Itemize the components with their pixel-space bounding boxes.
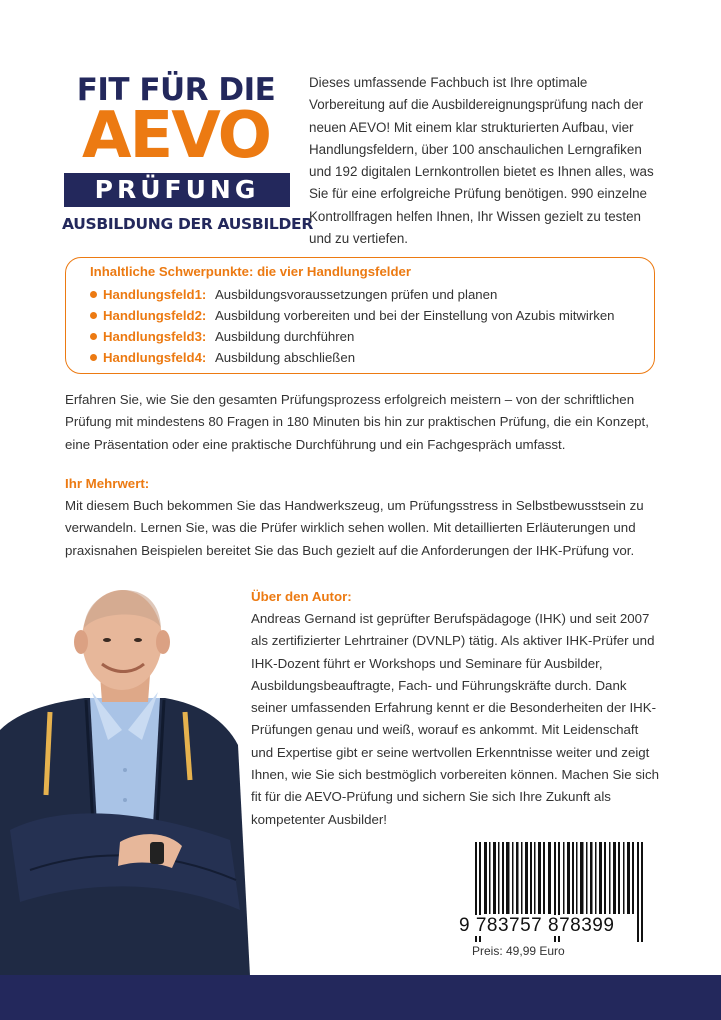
field-item	[90, 329, 354, 344]
mehrwert-heading: Ihr Mehrwert:	[65, 476, 150, 491]
field-text: Ausbildungsvoraussetzungen prüfen und planen	[215, 287, 498, 302]
bullet-icon	[90, 354, 97, 361]
author-paragraph: Andreas Gernand ist geprüfter Berufspädagoge (IHK) und seit 2007 als zertifizierter Lehrtrainer (DVNLP) tätig. Als aktiver IHK-Prüfer und IHK-Dozent führt er Workshops und Seminare für Ausbilder, Ausbildungsbeauftragte, Fach- und Führungskräfte durch. Dank seiner umfassenden Erfahrung kennt er die Besonderheiten der IHK-Prüfungen genau und weiß, worauf es ankommt. Mit Leidenschaft und Expertise gibt er seine wertvollen Erkenntnisse weiter und zeigt Ihnen, wie Sie sich bestmöglich vorbereiten können. Machen Sie sich fit für die AEVO-Prüfung und sichern Sie sich Ihre Zukunft als kompetenter Ausbilder!	[251, 611, 659, 827]
focus-box	[65, 257, 655, 374]
bullet-icon	[90, 333, 97, 340]
field-item	[90, 287, 497, 302]
focus-title: Inhaltliche Schwerpunkte: die vier Handlungsfelder	[90, 264, 411, 279]
barcode-digits: 9 783757 878399	[459, 915, 615, 936]
field-text: Ausbildung abschließen	[215, 350, 356, 365]
logo-line-ausbildung: AUSBILDUNG DER AUSBILDER	[62, 215, 313, 233]
field-name: Handlungsfeld1:	[103, 287, 207, 302]
footer-band	[0, 975, 721, 1020]
mehrwert-paragraph: Mit diesem Buch bekommen Sie das Handwerkszeug, um Prüfungsstress in Selbstbewusstsein zu verwandeln. Lernen Sie, was die Prüfer wirklich sehen wollen. Mit detaillierten Erläuterungen und praxisnahen Beispielen bereitet Sie das Buch gezielt auf die Anforderungen der IHK-Prüfung vor.	[65, 498, 644, 558]
logo-line-fit-fuer-die: FIT FÜR DIE	[76, 72, 276, 108]
author-photo	[0, 580, 250, 976]
bullet-icon	[90, 291, 97, 298]
field-item	[90, 350, 355, 365]
exam-paragraph: Erfahren Sie, wie Sie den gesamten Prüfungsprozess erfolgreich meistern – von der schriftlichen Prüfung mit mindestens 80 Fragen in 180 Minuten bis hin zur praktischen Prüfung, die ein Konzept, eine Präsentation oder eine praktische Durchführung und ein Fachgespräch umfasst.	[65, 392, 649, 452]
field-text: Ausbildung durchführen	[215, 329, 355, 344]
field-name: Handlungsfeld4:	[103, 350, 207, 365]
field-item	[90, 308, 615, 323]
author-heading: Über den Autor:	[251, 589, 352, 604]
bullet-icon	[90, 312, 97, 319]
field-text: Ausbildung vorbereiten und bei der Einstellung von Azubis mitwirken	[215, 308, 615, 323]
price-label: Preis: 49,99 Euro	[472, 944, 565, 958]
field-name: Handlungsfeld3:	[103, 329, 207, 344]
field-name: Handlungsfeld2:	[103, 308, 207, 323]
intro-paragraph: Dieses umfassende Fachbuch ist Ihre optimale Vorbereitung auf die Ausbildereignungsprüfung nach der neuen AEVO! Mit einem klar strukturierten Aufbau, vier Handlungsfeldern, über 100 anschaulichen Lerngrafiken und 192 digitalen Lernkontrollen bietet es Ihnen alles, was Sie für eine erfolgreiche Prüfung benötigen. 990 einzelne Kontrollfragen helfen Ihnen, Ihr Wissen gezielt zu testen und zu vertiefen.	[309, 75, 654, 247]
logo-line-pruefung: PRÜFUNG	[64, 173, 290, 207]
logo-line-aevo: AEVO	[81, 99, 271, 173]
